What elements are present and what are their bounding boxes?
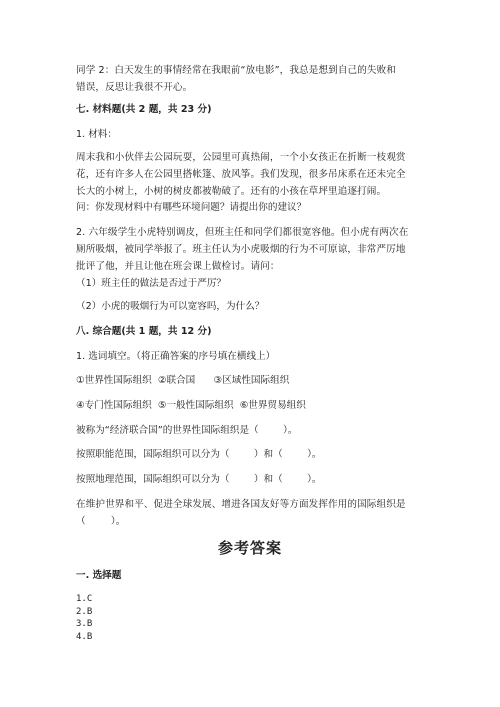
text-line: 厕所吸烟，被同学举报了。班主任认为小虎吸烟的行为不可原谅，非常严厉地 bbox=[76, 244, 406, 255]
text-line: 在维护世界和平、促进全球发展、增进各国友好等方面发挥作用的国际组织是 bbox=[76, 499, 406, 510]
options-row-1: ①世界性国际组织 ②联合国 ③区域性国际组织 bbox=[76, 375, 290, 386]
answer-list bbox=[76, 593, 92, 643]
section-8-q1-intro: 1. 选词填空。（将正确答案的序号填在横线上） bbox=[76, 351, 276, 362]
text-line: 长大的小树上，小树的树皮都被勒破了。还有的小孩在草坪里追逐打闹。 bbox=[76, 186, 387, 197]
q2-subquestion-1: （1）班主任的做法是否过于严厉？ bbox=[76, 278, 227, 289]
options-row-2: ④专门性国际组织 ⑤一般性国际组织 ⑥世界贸易组织 bbox=[76, 400, 306, 411]
q1-question: 问：你发现材料中有哪些环境问题？请提出你的建议？ bbox=[76, 202, 307, 213]
section-8-heading: 八. 综合题(共 1 题，共 12 分) bbox=[76, 326, 212, 337]
answers-section-heading: 一. 选择题 bbox=[76, 570, 122, 581]
answer-item: 3.B bbox=[76, 619, 93, 629]
q1-label: 1. 材料： bbox=[76, 129, 117, 140]
text-line: （ ）。 bbox=[76, 516, 126, 527]
fill-blank-4 bbox=[76, 496, 428, 530]
fill-blank-2: 按照职能范围，国际组织可以分为（ ）和（ ）。 bbox=[76, 449, 322, 460]
answer-item: 4.B bbox=[76, 631, 93, 642]
answer-item: 1.C bbox=[76, 594, 93, 604]
text-line: 花，还有许多人在公园里搭帐篷、放风筝。我们发现，很多吊床系在还未完全 bbox=[76, 169, 406, 180]
text-line: 2. 六年级学生小虎特别调皮，但班主任和同学们都很宽容他。但小虎有两次在 bbox=[76, 227, 409, 238]
answers-title: 参考答案 bbox=[217, 539, 282, 557]
section-7-heading: 七. 材料题(共 2 题，共 23 分) bbox=[76, 104, 212, 115]
q2-material-paragraph bbox=[76, 224, 428, 275]
q2-subquestion-2: （2）小虎的吸烟行为可以宽容吗，为什么？ bbox=[76, 301, 265, 312]
text-line: 周末我和小伙伴去公园玩耍，公园里可真热闹，一个小女孩正在折断一枝观赏 bbox=[76, 152, 406, 163]
previous-answer-text bbox=[76, 62, 428, 96]
answer-item: 2.B bbox=[76, 606, 93, 617]
text-line: 同学 2：白天发生的事情经常在我眼前“放电影”，我总是想到自己的失败和 bbox=[76, 65, 396, 76]
q1-material-paragraph bbox=[76, 149, 428, 200]
text-line: 错误，反思让我很不开心。 bbox=[76, 82, 193, 93]
fill-blank-3: 按照地理范围，国际组织可以分为（ ）和（ ）。 bbox=[76, 474, 322, 485]
fill-blank-1: 被称为“经济联合国”的世界性国际组织是（ ）。 bbox=[76, 425, 298, 436]
text-line: 批评了他，并且让他在班会课上做检讨。请问： bbox=[76, 261, 280, 272]
